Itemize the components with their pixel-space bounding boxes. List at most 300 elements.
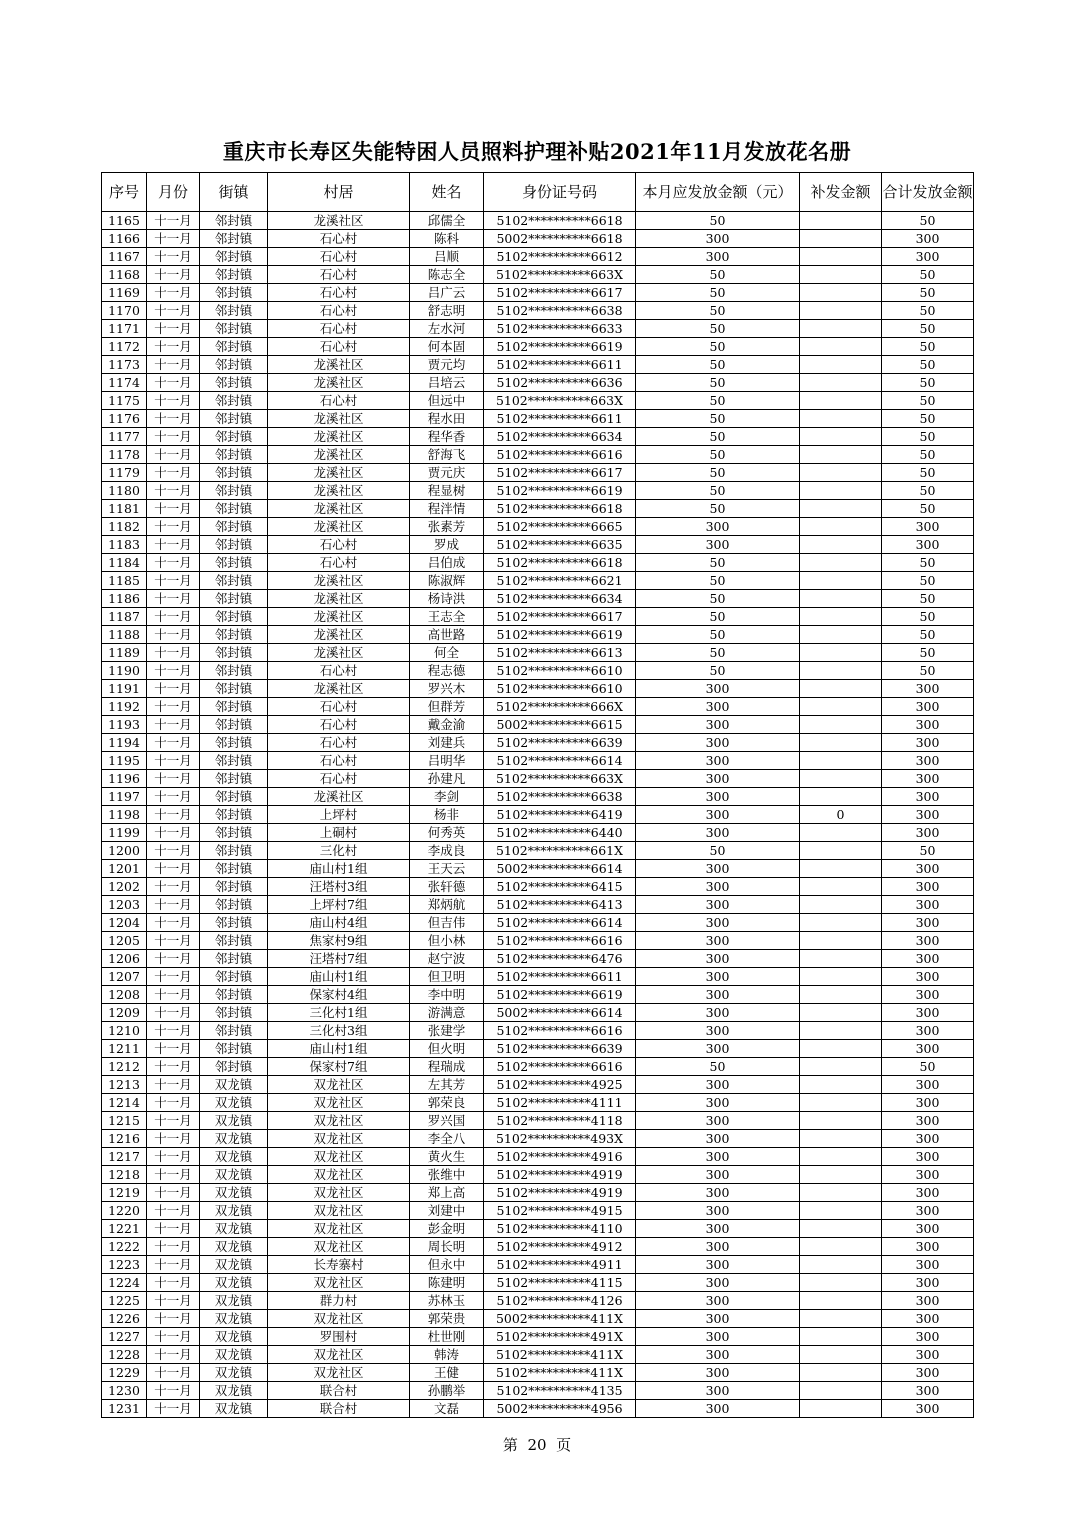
cell-supplement — [800, 1148, 882, 1166]
cell-month: 十一月 — [147, 1148, 200, 1166]
cell-month: 十一月 — [147, 1328, 200, 1346]
cell-name: 李全八 — [410, 1130, 484, 1148]
cell-total: 300 — [882, 716, 974, 734]
cell-village: 龙溪社区 — [268, 428, 410, 446]
cell-supplement: 0 — [800, 806, 882, 824]
cell-town: 邻封镇 — [200, 932, 268, 950]
cell-total: 50 — [882, 266, 974, 284]
cell-monthly-amount: 300 — [636, 986, 800, 1004]
cell-index: 1213 — [102, 1076, 147, 1094]
cell-month: 十一月 — [147, 446, 200, 464]
table-row — [102, 1364, 974, 1382]
cell-town: 双龙镇 — [200, 1274, 268, 1292]
cell-month: 十一月 — [147, 644, 200, 662]
cell-id-number: 5102**********6618 — [484, 500, 636, 518]
col-header-supplement: 补发金额 — [800, 173, 882, 212]
cell-total: 300 — [882, 752, 974, 770]
cell-town: 邻封镇 — [200, 446, 268, 464]
cell-name: 赵宁波 — [410, 950, 484, 968]
cell-town: 邻封镇 — [200, 482, 268, 500]
table-row — [102, 1184, 974, 1202]
cell-id-number: 5102**********6413 — [484, 896, 636, 914]
cell-total: 50 — [882, 500, 974, 518]
cell-name: 舒海飞 — [410, 446, 484, 464]
cell-monthly-amount: 300 — [636, 932, 800, 950]
cell-supplement — [800, 374, 882, 392]
cell-supplement — [800, 266, 882, 284]
cell-monthly-amount: 300 — [636, 860, 800, 878]
cell-supplement — [800, 878, 882, 896]
cell-total: 300 — [882, 248, 974, 266]
table-row — [102, 644, 974, 662]
cell-village: 龙溪社区 — [268, 626, 410, 644]
cell-total: 300 — [882, 1238, 974, 1256]
cell-town: 邻封镇 — [200, 1040, 268, 1058]
cell-name: 陈建明 — [410, 1274, 484, 1292]
cell-name: 张素芳 — [410, 518, 484, 536]
cell-name: 陈志全 — [410, 266, 484, 284]
cell-index: 1225 — [102, 1292, 147, 1310]
cell-village: 石心村 — [268, 716, 410, 734]
cell-id-number: 5102**********6634 — [484, 590, 636, 608]
cell-id-number: 5002**********6618 — [484, 230, 636, 248]
cell-total: 300 — [882, 1328, 974, 1346]
cell-name: 程水田 — [410, 410, 484, 428]
cell-village: 石心村 — [268, 320, 410, 338]
cell-village: 双龙社区 — [268, 1148, 410, 1166]
cell-village: 联合村 — [268, 1382, 410, 1400]
cell-town: 邻封镇 — [200, 266, 268, 284]
cell-village: 罗围村 — [268, 1328, 410, 1346]
cell-total: 300 — [882, 698, 974, 716]
table-row — [102, 1328, 974, 1346]
cell-index: 1212 — [102, 1058, 147, 1076]
cell-total: 50 — [882, 464, 974, 482]
table-row — [102, 878, 974, 896]
table-row — [102, 1130, 974, 1148]
cell-id-number: 5102**********6476 — [484, 950, 636, 968]
cell-month: 十一月 — [147, 230, 200, 248]
cell-supplement — [800, 446, 882, 464]
cell-village: 石心村 — [268, 338, 410, 356]
cell-name: 但永中 — [410, 1256, 484, 1274]
cell-supplement — [800, 482, 882, 500]
cell-village: 石心村 — [268, 536, 410, 554]
cell-supplement — [800, 770, 882, 788]
cell-monthly-amount: 300 — [636, 1094, 800, 1112]
cell-monthly-amount: 300 — [636, 1076, 800, 1094]
cell-total: 300 — [882, 968, 974, 986]
cell-town: 邻封镇 — [200, 734, 268, 752]
cell-total: 50 — [882, 428, 974, 446]
cell-monthly-amount: 300 — [636, 770, 800, 788]
cell-monthly-amount: 300 — [636, 788, 800, 806]
cell-index: 1205 — [102, 932, 147, 950]
table-row — [102, 572, 974, 590]
cell-village: 龙溪社区 — [268, 482, 410, 500]
cell-monthly-amount: 300 — [636, 1004, 800, 1022]
cell-village: 双龙社区 — [268, 1130, 410, 1148]
col-header-monthly-amount: 本月应发放金额（元） — [636, 173, 800, 212]
cell-id-number: 5102**********6618 — [484, 554, 636, 572]
cell-village: 龙溪社区 — [268, 644, 410, 662]
cell-supplement — [800, 464, 882, 482]
cell-total: 50 — [882, 842, 974, 860]
cell-monthly-amount: 300 — [636, 1166, 800, 1184]
cell-name: 孙建凡 — [410, 770, 484, 788]
cell-monthly-amount: 50 — [636, 356, 800, 374]
cell-index: 1201 — [102, 860, 147, 878]
table-row — [102, 590, 974, 608]
cell-id-number: 5102**********6419 — [484, 806, 636, 824]
cell-index: 1171 — [102, 320, 147, 338]
cell-monthly-amount: 300 — [636, 1256, 800, 1274]
cell-total: 50 — [882, 302, 974, 320]
cell-village: 三化村1组 — [268, 1004, 410, 1022]
cell-id-number: 5102**********661X — [484, 842, 636, 860]
cell-name: 郑上高 — [410, 1184, 484, 1202]
table-row — [102, 1310, 974, 1328]
cell-village: 石心村 — [268, 302, 410, 320]
cell-month: 十一月 — [147, 1364, 200, 1382]
table-row — [102, 302, 974, 320]
cell-total: 300 — [882, 770, 974, 788]
cell-supplement — [800, 1166, 882, 1184]
cell-month: 十一月 — [147, 410, 200, 428]
cell-name: 王天云 — [410, 860, 484, 878]
cell-town: 双龙镇 — [200, 1238, 268, 1256]
cell-id-number: 5102**********6612 — [484, 248, 636, 266]
cell-town: 双龙镇 — [200, 1400, 268, 1418]
cell-index: 1192 — [102, 698, 147, 716]
table-row — [102, 230, 974, 248]
cell-id-number: 5102**********6616 — [484, 932, 636, 950]
cell-town: 邻封镇 — [200, 770, 268, 788]
cell-supplement — [800, 824, 882, 842]
cell-town: 邻封镇 — [200, 410, 268, 428]
cell-monthly-amount: 300 — [636, 1022, 800, 1040]
cell-id-number: 5002**********4956 — [484, 1400, 636, 1418]
cell-id-number: 5102**********6617 — [484, 284, 636, 302]
cell-index: 1219 — [102, 1184, 147, 1202]
cell-month: 十一月 — [147, 482, 200, 500]
cell-month: 十一月 — [147, 1238, 200, 1256]
table-row — [102, 1220, 974, 1238]
cell-name: 彭金明 — [410, 1220, 484, 1238]
table-row — [102, 734, 974, 752]
table-row — [102, 914, 974, 932]
cell-month: 十一月 — [147, 1094, 200, 1112]
cell-village: 上坪村7组 — [268, 896, 410, 914]
table-row — [102, 842, 974, 860]
cell-supplement — [800, 428, 882, 446]
cell-index: 1189 — [102, 644, 147, 662]
cell-index: 1188 — [102, 626, 147, 644]
cell-supplement — [800, 932, 882, 950]
cell-village: 石心村 — [268, 230, 410, 248]
col-header-index: 序号 — [102, 173, 147, 212]
cell-id-number: 5102**********6619 — [484, 338, 636, 356]
cell-index: 1166 — [102, 230, 147, 248]
cell-town: 邻封镇 — [200, 230, 268, 248]
cell-village: 双龙社区 — [268, 1184, 410, 1202]
cell-name: 程泮情 — [410, 500, 484, 518]
cell-monthly-amount: 300 — [636, 1202, 800, 1220]
cell-town: 邻封镇 — [200, 338, 268, 356]
cell-monthly-amount: 300 — [636, 1274, 800, 1292]
cell-total: 50 — [882, 284, 974, 302]
cell-month: 十一月 — [147, 1058, 200, 1076]
cell-month: 十一月 — [147, 572, 200, 590]
cell-id-number: 5102**********4919 — [484, 1166, 636, 1184]
cell-supplement — [800, 536, 882, 554]
cell-name: 罗成 — [410, 536, 484, 554]
cell-total: 50 — [882, 356, 974, 374]
cell-month: 十一月 — [147, 1202, 200, 1220]
cell-town: 邻封镇 — [200, 302, 268, 320]
cell-name: 戴金渝 — [410, 716, 484, 734]
cell-month: 十一月 — [147, 518, 200, 536]
cell-total: 50 — [882, 212, 974, 230]
cell-name: 左水河 — [410, 320, 484, 338]
cell-month: 十一月 — [147, 770, 200, 788]
cell-town: 邻封镇 — [200, 1004, 268, 1022]
cell-name: 郭荣贵 — [410, 1310, 484, 1328]
cell-village: 三化村3组 — [268, 1022, 410, 1040]
cell-supplement — [800, 1382, 882, 1400]
cell-month: 十一月 — [147, 536, 200, 554]
cell-id-number: 5102**********6639 — [484, 734, 636, 752]
cell-index: 1179 — [102, 464, 147, 482]
cell-village: 石心村 — [268, 770, 410, 788]
cell-index: 1222 — [102, 1238, 147, 1256]
cell-supplement — [800, 698, 882, 716]
cell-village: 焦家村9组 — [268, 932, 410, 950]
cell-town: 邻封镇 — [200, 950, 268, 968]
cell-month: 十一月 — [147, 1382, 200, 1400]
cell-id-number: 5102**********4135 — [484, 1382, 636, 1400]
cell-total: 300 — [882, 1400, 974, 1418]
cell-month: 十一月 — [147, 608, 200, 626]
cell-total: 300 — [882, 1274, 974, 1292]
cell-index: 1202 — [102, 878, 147, 896]
cell-town: 邻封镇 — [200, 806, 268, 824]
cell-id-number: 5102**********4911 — [484, 1256, 636, 1274]
cell-town: 邻封镇 — [200, 464, 268, 482]
cell-town: 邻封镇 — [200, 662, 268, 680]
cell-total: 300 — [882, 1364, 974, 1382]
cell-name: 韩涛 — [410, 1346, 484, 1364]
cell-month: 十一月 — [147, 1022, 200, 1040]
cell-total: 50 — [882, 1058, 974, 1076]
cell-index: 1223 — [102, 1256, 147, 1274]
cell-index: 1226 — [102, 1310, 147, 1328]
cell-supplement — [800, 554, 882, 572]
cell-name: 罗兴国 — [410, 1112, 484, 1130]
cell-index: 1177 — [102, 428, 147, 446]
table-row — [102, 1040, 974, 1058]
cell-supplement — [800, 572, 882, 590]
cell-supplement — [800, 842, 882, 860]
cell-town: 邻封镇 — [200, 212, 268, 230]
cell-town: 双龙镇 — [200, 1148, 268, 1166]
cell-name: 李中明 — [410, 986, 484, 1004]
cell-town: 邻封镇 — [200, 752, 268, 770]
cell-id-number: 5102**********666X — [484, 698, 636, 716]
cell-town: 双龙镇 — [200, 1364, 268, 1382]
cell-town: 双龙镇 — [200, 1112, 268, 1130]
cell-index: 1215 — [102, 1112, 147, 1130]
col-header-name: 姓名 — [410, 173, 484, 212]
table-row — [102, 338, 974, 356]
cell-town: 双龙镇 — [200, 1382, 268, 1400]
cell-monthly-amount: 300 — [636, 1040, 800, 1058]
cell-monthly-amount: 50 — [636, 464, 800, 482]
cell-supplement — [800, 734, 882, 752]
cell-month: 十一月 — [147, 968, 200, 986]
table-row — [102, 320, 974, 338]
cell-supplement — [800, 1022, 882, 1040]
cell-supplement — [800, 1292, 882, 1310]
roster-table — [101, 172, 974, 1418]
cell-id-number: 5102**********491X — [484, 1328, 636, 1346]
table-row — [102, 374, 974, 392]
cell-name: 舒志明 — [410, 302, 484, 320]
table-row — [102, 806, 974, 824]
cell-month: 十一月 — [147, 986, 200, 1004]
cell-supplement — [800, 950, 882, 968]
cell-index: 1218 — [102, 1166, 147, 1184]
table-row — [102, 1382, 974, 1400]
table-row — [102, 1022, 974, 1040]
cell-monthly-amount: 300 — [636, 914, 800, 932]
cell-id-number: 5102**********4118 — [484, 1112, 636, 1130]
cell-monthly-amount: 50 — [636, 428, 800, 446]
cell-village: 双龙社区 — [268, 1112, 410, 1130]
cell-village: 龙溪社区 — [268, 572, 410, 590]
cell-town: 双龙镇 — [200, 1220, 268, 1238]
cell-name: 但卫明 — [410, 968, 484, 986]
cell-total: 300 — [882, 932, 974, 950]
cell-town: 邻封镇 — [200, 500, 268, 518]
cell-village: 龙溪社区 — [268, 680, 410, 698]
cell-id-number: 5102**********6616 — [484, 446, 636, 464]
cell-supplement — [800, 644, 882, 662]
cell-village: 联合村 — [268, 1400, 410, 1418]
cell-town: 邻封镇 — [200, 968, 268, 986]
cell-town: 邻封镇 — [200, 590, 268, 608]
cell-monthly-amount: 50 — [636, 284, 800, 302]
cell-town: 邻封镇 — [200, 428, 268, 446]
cell-village: 群力村 — [268, 1292, 410, 1310]
cell-name: 文磊 — [410, 1400, 484, 1418]
cell-name: 但群芳 — [410, 698, 484, 716]
cell-total: 50 — [882, 338, 974, 356]
cell-village: 龙溪社区 — [268, 518, 410, 536]
cell-town: 邻封镇 — [200, 680, 268, 698]
table-row — [102, 986, 974, 1004]
cell-total: 50 — [882, 662, 974, 680]
cell-village: 龙溪社区 — [268, 446, 410, 464]
cell-month: 十一月 — [147, 1004, 200, 1022]
cell-id-number: 5102**********6611 — [484, 968, 636, 986]
cell-total: 300 — [882, 860, 974, 878]
cell-supplement — [800, 1112, 882, 1130]
cell-id-number: 5102**********6614 — [484, 914, 636, 932]
cell-name: 何本固 — [410, 338, 484, 356]
cell-total: 50 — [882, 590, 974, 608]
cell-id-number: 5102**********6619 — [484, 482, 636, 500]
cell-total: 50 — [882, 392, 974, 410]
cell-month: 十一月 — [147, 374, 200, 392]
cell-name: 吕顺 — [410, 248, 484, 266]
cell-supplement — [800, 626, 882, 644]
cell-town: 邻封镇 — [200, 698, 268, 716]
cell-town: 邻封镇 — [200, 716, 268, 734]
cell-supplement — [800, 752, 882, 770]
cell-village: 龙溪社区 — [268, 464, 410, 482]
table-row — [102, 1400, 974, 1418]
cell-id-number: 5102**********411X — [484, 1364, 636, 1382]
cell-supplement — [800, 1256, 882, 1274]
cell-id-number: 5102**********6616 — [484, 1058, 636, 1076]
cell-village: 双龙社区 — [268, 1346, 410, 1364]
cell-index: 1176 — [102, 410, 147, 428]
cell-supplement — [800, 1364, 882, 1382]
cell-id-number: 5102**********4110 — [484, 1220, 636, 1238]
cell-total: 50 — [882, 446, 974, 464]
cell-month: 十一月 — [147, 1310, 200, 1328]
cell-monthly-amount: 300 — [636, 680, 800, 698]
cell-index: 1190 — [102, 662, 147, 680]
cell-total: 300 — [882, 896, 974, 914]
cell-village: 庙山村1组 — [268, 860, 410, 878]
cell-town: 邻封镇 — [200, 536, 268, 554]
table-row — [102, 770, 974, 788]
cell-village: 龙溪社区 — [268, 212, 410, 230]
cell-index: 1210 — [102, 1022, 147, 1040]
cell-index: 1195 — [102, 752, 147, 770]
cell-id-number: 5102**********4912 — [484, 1238, 636, 1256]
table-row — [102, 752, 974, 770]
cell-index: 1181 — [102, 500, 147, 518]
table-row — [102, 716, 974, 734]
cell-supplement — [800, 302, 882, 320]
cell-month: 十一月 — [147, 716, 200, 734]
table-row — [102, 1202, 974, 1220]
cell-index: 1230 — [102, 1382, 147, 1400]
cell-index: 1174 — [102, 374, 147, 392]
table-row — [102, 788, 974, 806]
cell-name: 杜世刚 — [410, 1328, 484, 1346]
cell-id-number: 5102**********663X — [484, 266, 636, 284]
cell-supplement — [800, 284, 882, 302]
cell-month: 十一月 — [147, 878, 200, 896]
cell-month: 十一月 — [147, 896, 200, 914]
cell-id-number: 5102**********6611 — [484, 410, 636, 428]
cell-name: 游满意 — [410, 1004, 484, 1022]
cell-month: 十一月 — [147, 932, 200, 950]
cell-month: 十一月 — [147, 788, 200, 806]
cell-supplement — [800, 392, 882, 410]
cell-total: 300 — [882, 788, 974, 806]
cell-month: 十一月 — [147, 1130, 200, 1148]
cell-id-number: 5102**********493X — [484, 1130, 636, 1148]
cell-monthly-amount: 50 — [636, 482, 800, 500]
cell-town: 邻封镇 — [200, 986, 268, 1004]
cell-id-number: 5102**********6618 — [484, 212, 636, 230]
cell-month: 十一月 — [147, 320, 200, 338]
